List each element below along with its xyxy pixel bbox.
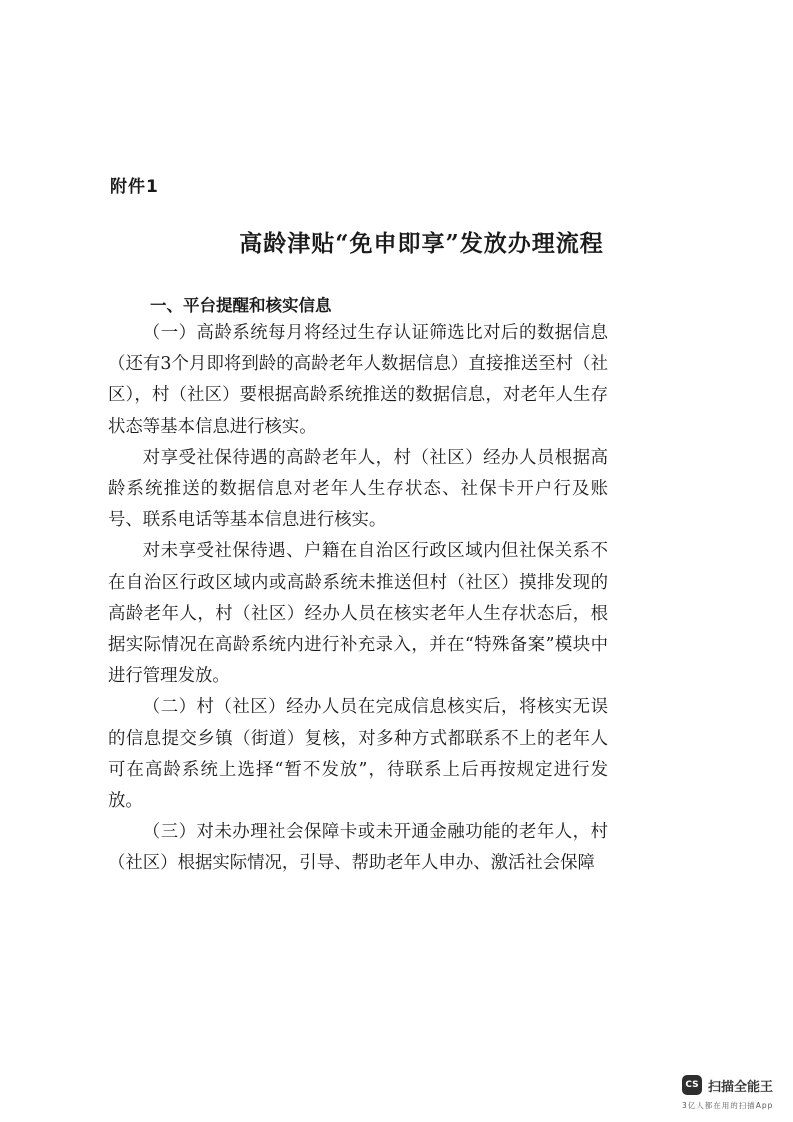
camscanner-logo-icon: CS — [682, 1075, 702, 1095]
paragraph-4: （二）村（社区）经办人员在完成信息核实后，将核实无误的信息提交乡镇（街道）复核，对多种方式都联系不上的老年人可在高龄系统上选择“暂不发放”，待联系上后再按规定进行发放。 — [108, 697, 608, 812]
watermark-name: 扫描全能王 — [708, 1080, 774, 1095]
body-text — [108, 318, 608, 880]
camscanner-watermark — [682, 1074, 792, 1114]
paragraph-1: （一）高龄系统每月将经过生存认证筛选比对后的数据信息（还有3个月即将到龄的高龄老年人数据信息）直接推送至村（社区），村（社区）要根据高龄系统推送的数据信息，对老年人生存状态等基本信息进行核实。 — [108, 323, 608, 437]
paragraph-5: （三）对未办理社会保障卡或未开通金融功能的老年人，村（社区）根据实际情况，引导、帮助老年人申办、激活社会保障 — [108, 822, 608, 874]
paragraph-3: 对未享受社保待遇、户籍在自治区行政区域内但社保关系不在自治区行政区域内或高龄系统未推送但村（社区）摸排发现的高龄老年人，村（社区）经办人员在核实老年人生存状态后，根据实际情况在高龄系统内进行补充录入，并在“特殊备案”模块中进行管理发放。 — [108, 541, 608, 687]
paragraph-2: 对享受社保待遇的高龄老年人，村（社区）经办人员根据高龄系统推送的数据信息对老年人生存状态、社保卡开户行及账号、联系电话等基本信息进行核实。 — [108, 447, 608, 531]
document-title: 高龄津贴“免申即享”发放办理流程 — [239, 230, 604, 257]
watermark-slogan: 3亿人都在用的扫描App — [682, 1101, 774, 1110]
section-heading: 一、平台提醒和核实信息 — [150, 296, 332, 315]
attachment-label: 附件1 — [110, 177, 159, 197]
